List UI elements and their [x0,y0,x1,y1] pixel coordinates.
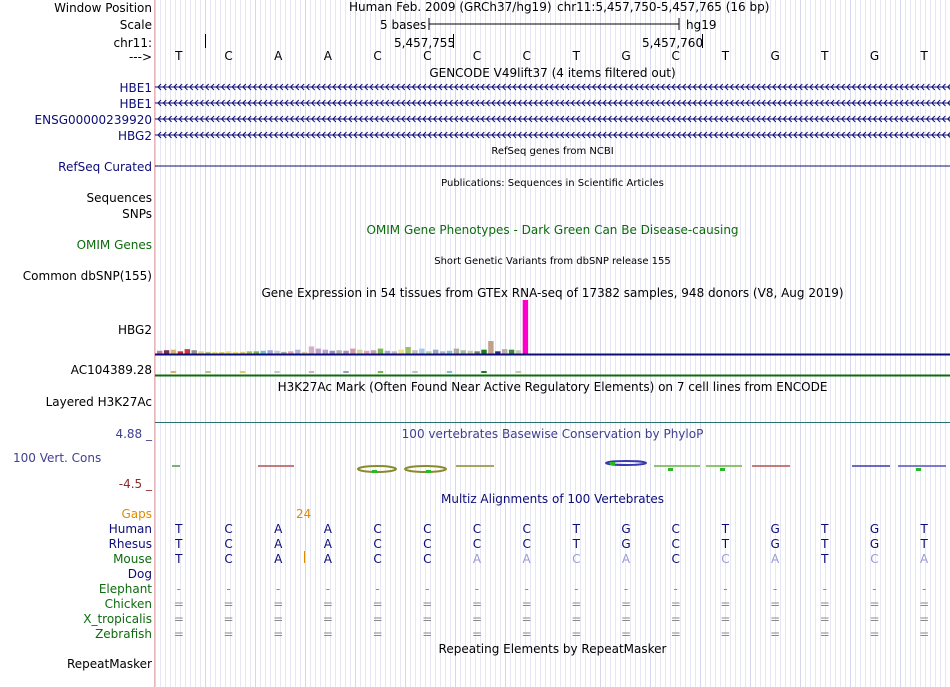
alignment-base: - [723,582,728,596]
alignment-base: A [472,552,482,566]
scale-text: 5 bases [380,18,427,32]
alignment-base: = [919,627,930,641]
alignment-base: = [322,627,333,641]
gtex-bar [240,371,245,373]
alignment-base: = [770,627,781,641]
gtex-bar [516,350,521,354]
alignment-base: A [621,552,631,566]
gtex-bar [350,349,355,354]
species-label[interactable]: Rhesus [108,537,152,551]
conservation-max-label: 4.88 _ [115,427,152,441]
gtex-bar [447,371,452,373]
gtex-bar [309,346,314,354]
alignment-base: = [919,597,930,611]
gencode-item-label[interactable]: HBE1 [119,81,152,95]
alignment-base: C [522,537,531,551]
alignment-base: T [821,522,829,536]
conservation-signal [720,468,725,471]
alignment-base: = [322,597,333,611]
alignment-base: G [770,537,780,551]
gaps-label: Gaps [121,507,152,521]
gtex-gene-label[interactable]: AC104389.28 [70,363,152,377]
gtex-bar [461,350,466,354]
gtex-bar [412,350,417,354]
omim-track-title[interactable]: OMIM Gene Phenotypes - Dark Green Can Be Disease-causing [366,223,739,237]
alignment-base: C [373,522,382,536]
conservation-min-label: -4.5 _ [118,477,152,491]
reference-base: G [770,49,780,63]
alignment-base: C [423,537,432,551]
alignment-base: = [720,612,731,626]
alignment-base: = [621,597,632,611]
gtex-bar [185,349,190,354]
gtex-bar [323,350,328,354]
alignment-base: T [175,522,183,536]
alignment-base: = [223,627,234,641]
conservation-signal [610,462,615,465]
alignment-base: T [175,537,183,551]
alignment-base: = [223,597,234,611]
alignment-base: C [671,552,680,566]
alignment-base: - [772,582,778,596]
alignment-base: C [472,522,482,536]
repeatmasker-track-label[interactable]: RepeatMasker [66,657,152,671]
alignment-base: T [721,537,730,551]
alignment-base: - [574,582,579,596]
alignment-base: C [224,537,233,551]
alignment-base: G [770,522,780,536]
alignment-base: C [373,552,382,566]
alignment-base: C [572,552,581,566]
refseq-track-title[interactable]: RefSeq genes from NCBI [491,146,614,157]
reference-base: T [175,49,183,63]
gtex-bar [309,371,314,373]
alignment-base: T [572,522,581,536]
alignment-base: = [819,612,830,626]
alignment-base: = [670,612,681,626]
alignment-base: = [471,612,482,626]
alignment-base: = [372,612,383,626]
alignment-base: - [226,582,231,596]
alignment-base: C [423,522,432,536]
alignment-base: = [273,597,284,611]
alignment-base: = [571,612,582,626]
conservation-signal [426,470,431,473]
reference-base: C [224,49,233,63]
gtex-bar [316,349,321,354]
alignment-base: = [422,597,433,611]
gencode-track-title[interactable]: GENCODE V49lift37 (4 items filtered out) [429,66,676,80]
alignment-base: T [920,537,928,551]
alignment-base: G [621,537,631,551]
alignment-base: = [521,627,532,641]
alignment-base: C [671,537,680,551]
gtex-bar [454,349,459,354]
alignment-base: - [822,582,827,596]
gtex-bar [164,350,169,354]
gencode-item-label[interactable]: HBE1 [119,97,152,111]
gtex-bar [481,350,486,354]
alignment-base: A [323,522,333,536]
coordinate-label: 5,457,755 [394,36,456,50]
alignment-base: = [621,627,632,641]
position-text: chr11:5,457,750-5,457,765 (16 bp) [557,0,770,14]
alignment-base: - [872,582,877,596]
alignment-base: T [721,522,730,536]
alignment-base: A [323,552,333,566]
gtex-bar [343,371,348,373]
alignment-base: = [720,627,731,641]
gtex-bar [378,371,383,373]
alignment-base: = [521,612,532,626]
gtex-bar [419,349,424,354]
species-label[interactable]: Mouse [113,552,152,566]
species-label[interactable]: X_tropicalis [83,612,152,626]
alignment-base: C [870,552,879,566]
reference-base: A [323,49,333,63]
alignment-base: - [425,582,430,596]
alignment-base: - [474,582,480,596]
alignment-base: = [372,627,383,641]
gtex-bar [488,341,493,354]
gtex-bar [357,350,362,354]
alignment-base: = [521,597,532,611]
gtex-bar [336,350,341,354]
alignment-base: A [522,552,531,566]
h3k27ac-track-title[interactable]: H3K27Ac Mark (Often Found Near Active Regulatory Elements) on 7 cell lines from ENCODE [277,380,828,394]
alignment-base: C [373,537,382,551]
alignment-base: C [522,522,531,536]
alignment-base: = [869,627,880,641]
reference-base: T [572,49,581,63]
species-label[interactable]: Zebrafish [95,627,152,641]
alignment-base: = [173,612,184,626]
publications-track-title[interactable]: Publications: Sequences in Scientific Articles [441,178,664,189]
dbsnp-track-title[interactable]: Short Genetic Variants from dbSNP release 155 [434,256,671,267]
strand-arrow-label: ---> [128,50,152,64]
alignment-base: A [274,522,283,536]
alignment-base: = [770,612,781,626]
alignment-base: = [819,627,830,641]
assembly-title: Human Feb. 2009 (GRCh37/hg19) [349,0,552,14]
gtex-bar [205,371,210,373]
alignment-base: - [375,582,380,596]
reference-base: T [821,49,829,63]
gtex-track-title[interactable]: Gene Expression in 54 tissues from GTEx RNA-seq of 17382 samples, 948 donors (V8, Aug 2019) [261,286,844,300]
alignment-base: = [273,627,284,641]
alignment-base: = [422,627,433,641]
alignment-base: = [471,627,482,641]
gtex-bar [509,350,514,354]
alignment-base: C [721,552,730,566]
chrom-label: chr11: [113,36,152,50]
alignment-base: C [423,552,432,566]
alignment-base: = [770,597,781,611]
conservation-signal [405,466,446,472]
alignment-base: = [819,597,830,611]
alignment-base: = [173,597,184,611]
conservation-signal [916,468,921,471]
multiz-track-title[interactable]: Multiz Alignments of 100 Vertebrates [440,492,665,506]
refseq-track-label[interactable]: RefSeq Curated [58,160,152,174]
alignment-base: - [325,582,331,596]
gtex-bar [502,349,507,354]
alignment-base: C [671,522,680,536]
alignment-base: = [422,612,433,626]
reference-base: C [472,49,482,63]
alignment-base: - [276,582,281,596]
coordinate-label: 5,457,760 [642,36,704,50]
alignment-base: - [673,582,678,596]
gencode-item-label[interactable]: HBG2 [118,129,152,143]
alignment-base: - [921,582,927,596]
alignment-base: G [621,522,631,536]
scale-label: Scale [119,18,152,32]
alignment-base: = [670,597,681,611]
alignment-base: G [869,537,880,551]
db-text: hg19 [686,18,717,32]
species-label[interactable]: Elephant [98,582,152,596]
alignment-base: = [571,597,582,611]
alignment-base: A [274,552,283,566]
gtex-bar [378,349,383,354]
gtex-bar [295,350,300,354]
reference-base: T [920,49,928,63]
reference-base: C [423,49,432,63]
gtex-bar [371,350,376,354]
sequences-track-label[interactable]: Sequences [86,191,152,205]
gtex-bar [412,371,417,373]
gtex-bar [171,371,176,373]
reference-base: T [721,49,730,63]
window-position-label: Window Position [54,1,152,15]
gtex-bar [481,371,486,373]
gtex-bar [433,350,438,354]
gtex-bar [405,347,410,354]
gtex-gene-label[interactable]: HBG2 [118,323,152,337]
conservation-track-label[interactable]: 100 Vert. Cons [13,451,102,465]
species-label[interactable]: Dog [127,567,152,581]
gtex-bar [399,350,404,354]
alignment-base: T [821,537,829,551]
conservation-track-title[interactable]: 100 vertebrates Basewise Conservation by PhyloP [401,427,704,441]
conservation-signal [668,468,673,471]
dbsnp-track-label[interactable]: Common dbSNP(155) [22,269,152,283]
gaps-value: 24 [296,507,312,521]
reference-base: G [621,49,631,63]
gtex-bar [192,350,197,354]
gtex-bar [516,371,521,373]
h3k27ac-track-label[interactable]: Layered H3K27Ac [45,395,152,409]
species-label[interactable]: Chicken [104,597,152,611]
alignment-base: = [919,612,930,626]
alignment-base: C [472,537,482,551]
alignment-base: T [175,552,183,566]
alignment-base: = [372,597,383,611]
snps-track-label[interactable]: SNPs [122,207,152,221]
omim-track-label[interactable]: OMIM Genes [76,238,152,252]
alignment-base: G [869,522,880,536]
species-label[interactable]: Human [108,522,152,536]
alignment-base: = [471,597,482,611]
alignment-base: = [322,612,333,626]
gencode-item-label[interactable]: ENSG00000239920 [34,113,152,127]
alignment-base: = [869,597,880,611]
reference-base: C [671,49,680,63]
alignment-base: = [869,612,880,626]
alignment-base: T [821,552,829,566]
repeatmasker-track-title[interactable]: Repeating Elements by RepeatMasker [438,642,667,656]
alignment-base: = [273,612,284,626]
alignment-base: - [176,582,182,596]
alignment-base: T [572,537,581,551]
alignment-base: = [670,627,681,641]
alignment-base: = [223,612,234,626]
alignment-base: A [323,537,333,551]
alignment-base: A [770,552,780,566]
gtex-bar [523,300,528,354]
alignment-base: T [920,522,928,536]
alignment-base: = [720,597,731,611]
reference-base: C [373,49,382,63]
alignment-base: - [623,582,629,596]
alignment-base: = [621,612,632,626]
reference-base: C [522,49,531,63]
alignment-base: C [224,552,233,566]
reference-base: G [869,49,880,63]
alignment-base: C [224,522,233,536]
alignment-base: = [173,627,184,641]
alignment-base: A [274,537,283,551]
reference-base: A [274,49,283,63]
alignment-base: - [524,582,529,596]
alignment-base: = [571,627,582,641]
gtex-bar [267,350,272,354]
conservation-signal [372,470,377,473]
alignment-base: A [920,552,929,566]
gtex-bar [274,371,279,373]
gtex-bar [171,350,176,354]
